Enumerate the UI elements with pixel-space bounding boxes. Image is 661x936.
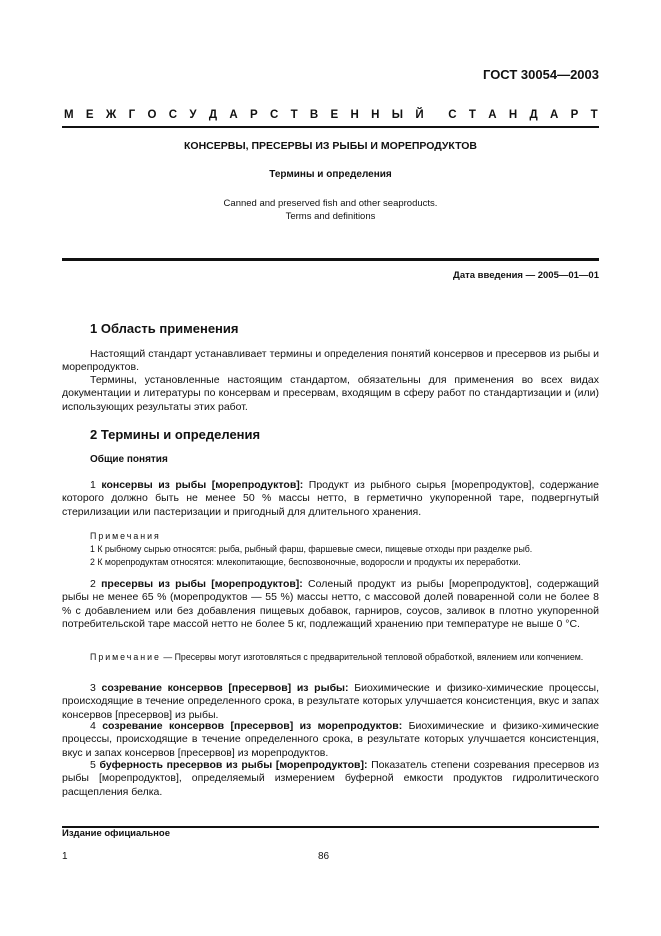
banner-letter: Г <box>128 109 136 121</box>
interstate-standard-banner <box>64 109 598 121</box>
term-3 <box>62 682 599 722</box>
term-1 <box>62 479 599 519</box>
banner-letter: Е <box>85 109 94 121</box>
note-3 <box>62 651 599 663</box>
term-number: 1 <box>90 479 96 491</box>
banner-letter: Ж <box>105 109 117 121</box>
section-1-paragraph-1: Настоящий стандарт устанавливает термины и определения понятий консервов и пресервов из рыбы и морепродуктов. <box>62 348 599 374</box>
section-2-heading: 2 Термины и определения <box>90 427 261 442</box>
introduction-date: Дата введения — 2005—01—01 <box>453 270 599 281</box>
banner-letter: Н <box>508 109 518 121</box>
banner-letter: Д <box>208 109 218 121</box>
term-number: 3 <box>90 682 96 694</box>
term-number: 2 <box>90 578 96 590</box>
banner-letter: В <box>309 109 319 121</box>
term-4 <box>62 720 599 760</box>
banner-letter: Т <box>290 109 298 121</box>
section-1-heading: 1 Область применения <box>90 321 239 336</box>
page-number-left: 1 <box>62 851 68 862</box>
banner-letter: А <box>549 109 559 121</box>
standard-number: ГОСТ 30054—2003 <box>483 67 599 82</box>
english-title: Canned and preserved fish and other seaproducts. <box>223 198 438 209</box>
term-definition: Биохимические и физико-химические процессы, происходящие в течение определенного срока, в результате которых улучшается консистенция, вкус и запах консервов [пресервов] из рыбы. <box>62 682 599 721</box>
english-subtitle: Terms and definitions <box>285 211 376 222</box>
banner-letter: Т <box>590 109 598 121</box>
note-1: 1 К рыбному сырью относятся: рыба, рыбный фарш, фаршевые смеси, пищевые отходы при разделке рыб. <box>90 544 533 554</box>
term-definition: Продукт из рыбного сырья [морепродуктов], содержание которого должно быть не менее 50 % массы нетто, в герметично укупоренной таре, подвергнутый стерилизации или пастеризации и пригодный для длительного хранения. <box>62 479 600 518</box>
banner-letter: Е <box>330 109 339 121</box>
term-2 <box>62 578 599 631</box>
term-number: 5 <box>90 759 96 771</box>
term-definition: Соленый продукт из рыбы [морепродуктов], содержащий рыбы не менее 65 % (морепродуктов — 55 %) массы нетто, с массовой долей поваренной соли не более 8 % с добавлением или без добавления пищевых добавок, гарниров, соусов, заливок в плотно укупоренной потребительской таре массой нетто не более 5 кг, подлежащий хранению при температуре не выше 0 °С. <box>62 578 600 630</box>
page-number-center: 86 <box>318 851 330 862</box>
banner-letter: М <box>64 109 74 121</box>
note-label: Примечание <box>90 652 161 662</box>
term-5 <box>62 759 599 799</box>
term-name: пресервы из рыбы [морепродуктов]: <box>101 578 303 590</box>
section-1-paragraph-2: Термины, установленные настоящим стандартом, обязательны для применения во всех видах документации и литературы по консервам и пресервам, входящим в сферу работ по стандартизации и (или) использующих результаты этих работ. <box>62 374 599 413</box>
banner-letter: С <box>168 109 178 121</box>
banner-letter: Т <box>468 109 476 121</box>
banner-letter: О <box>147 109 157 121</box>
header-divider <box>62 126 599 128</box>
banner-letter: Й <box>415 109 424 121</box>
banner-letter: С <box>269 109 279 121</box>
banner-letter: С <box>448 109 457 121</box>
banner-letter: Р <box>570 109 579 121</box>
banner-letter: А <box>229 109 238 121</box>
document-title: КОНСЕРВЫ, ПРЕСЕРВЫ ИЗ РЫБЫ И МОРЕПРОДУКТОВ <box>184 140 477 152</box>
term-name: созревание консервов [пресервов] из рыбы: <box>101 682 349 694</box>
banner-letter: Д <box>529 109 538 121</box>
banner-letter: Ы <box>391 109 404 121</box>
term-number: 4 <box>90 720 96 732</box>
banner-letter: Р <box>249 109 258 121</box>
document-subtitle: Термины и определения <box>269 169 392 180</box>
title-divider <box>62 258 599 261</box>
note-2: 2 К морепродуктам относятся: млекопитающие, беспозвоночные, водоросли и продукты их переработки. <box>90 557 521 567</box>
banner-letter: Н <box>371 109 380 121</box>
term-definition: Биохимические и физико-химические процессы, происходящие в течение определенного срока, в результате которых улучшается консистенция, вкус и запах консервов [пресервов] из морепродуктов. <box>62 720 599 759</box>
term-name: созревание консервов [пресервов] из морепродуктов: <box>102 720 403 732</box>
banner-letter: А <box>488 109 497 121</box>
term-name: буферность пресервов из рыбы [морепродуктов]: <box>99 759 368 771</box>
note-text: — Пресервы могут изготовляться с предварительной тепловой обработкой, вялением или копчением. <box>160 652 584 662</box>
term-definition: Показатель степени созревания пресервов из рыбы [морепродуктов], определяемый измерением буферной емкости продуктов гидролитического расщепления белка. <box>62 759 600 798</box>
notes-title: Примечания <box>90 531 161 541</box>
banner-letter: У <box>189 109 197 121</box>
official-edition-label: Издание официальное <box>62 828 170 839</box>
general-concepts-heading: Общие понятия <box>90 454 168 465</box>
term-name: консервы из рыбы [морепродуктов]: <box>101 479 304 491</box>
banner-letter: Н <box>350 109 359 121</box>
